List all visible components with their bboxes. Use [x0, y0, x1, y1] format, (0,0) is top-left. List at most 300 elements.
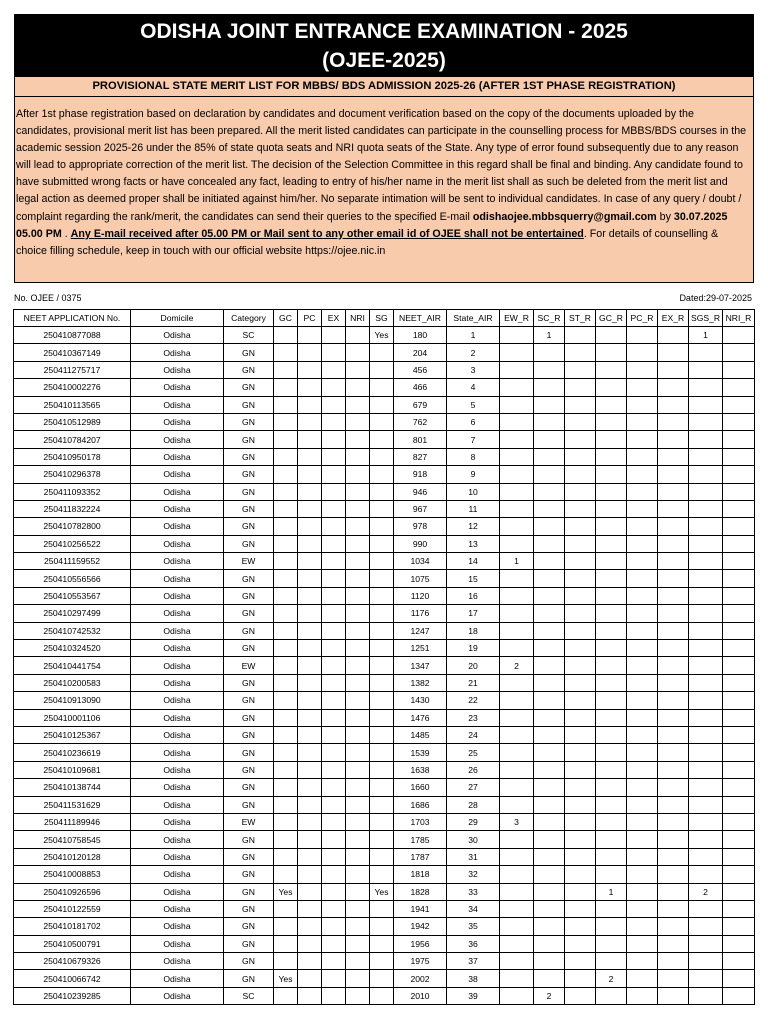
table-cell: [627, 761, 658, 778]
table-cell: Odisha: [131, 953, 224, 970]
table-cell: [370, 413, 394, 430]
table-cell: [500, 848, 534, 865]
table-cell: [565, 396, 596, 413]
table-cell: [565, 535, 596, 552]
table-cell: [723, 987, 755, 1004]
table-cell: [565, 866, 596, 883]
table-cell: [534, 500, 565, 517]
table-cell: 250410239285: [14, 987, 131, 1004]
table-cell: [565, 744, 596, 761]
table-cell: [370, 344, 394, 361]
table-cell: [565, 831, 596, 848]
table-cell: [627, 900, 658, 917]
table-cell: Odisha: [131, 744, 224, 761]
table-cell: [658, 813, 689, 830]
table-cell: [500, 379, 534, 396]
table-cell: [689, 379, 723, 396]
table-cell: [370, 987, 394, 1004]
table-cell: GN: [224, 848, 274, 865]
table-cell: [534, 413, 565, 430]
table-cell: [658, 413, 689, 430]
table-cell: Odisha: [131, 622, 224, 639]
table-cell: [274, 466, 298, 483]
table-cell: [298, 587, 322, 604]
table-cell: [274, 327, 298, 344]
table-cell: [298, 883, 322, 900]
table-cell: GN: [224, 483, 274, 500]
table-cell: 250410512989: [14, 413, 131, 430]
table-cell: 36: [447, 935, 500, 952]
table-cell: [370, 761, 394, 778]
table-cell: [346, 327, 370, 344]
table-cell: [596, 987, 627, 1004]
table-cell: [370, 918, 394, 935]
table-cell: 250411189946: [14, 813, 131, 830]
table-cell: [274, 605, 298, 622]
table-cell: [723, 570, 755, 587]
table-cell: [723, 518, 755, 535]
table-cell: GN: [224, 448, 274, 465]
table-cell: 5: [447, 396, 500, 413]
table-cell: [658, 344, 689, 361]
table-cell: [565, 640, 596, 657]
table-cell: [346, 970, 370, 987]
table-cell: [322, 831, 346, 848]
table-cell: [370, 553, 394, 570]
table-cell: [565, 622, 596, 639]
table-cell: [689, 918, 723, 935]
table-cell: [627, 466, 658, 483]
table-cell: [689, 953, 723, 970]
table-cell: 250410556566: [14, 570, 131, 587]
table-cell: [627, 431, 658, 448]
table-cell: 27: [447, 779, 500, 796]
table-cell: [689, 605, 723, 622]
table-cell: [723, 900, 755, 917]
table-cell: [723, 622, 755, 639]
table-cell: [298, 518, 322, 535]
column-header: SC_R: [534, 310, 565, 327]
table-cell: [346, 761, 370, 778]
table-cell: [370, 709, 394, 726]
table-cell: 466: [394, 379, 447, 396]
table-cell: 250411159552: [14, 553, 131, 570]
table-cell: [322, 448, 346, 465]
table-cell: [565, 361, 596, 378]
column-header: PC_R: [627, 310, 658, 327]
table-cell: [274, 848, 298, 865]
table-cell: SC: [224, 987, 274, 1004]
table-cell: 1: [534, 327, 565, 344]
table-cell: [627, 953, 658, 970]
table-cell: [274, 379, 298, 396]
table-cell: [658, 744, 689, 761]
table-cell: 1975: [394, 953, 447, 970]
table-cell: [346, 466, 370, 483]
table-cell: [627, 344, 658, 361]
table-cell: [298, 970, 322, 987]
table-cell: [322, 327, 346, 344]
table-cell: [274, 361, 298, 378]
table-cell: [534, 970, 565, 987]
table-row: [14, 674, 755, 691]
table-cell: [658, 361, 689, 378]
table-cell: GN: [224, 379, 274, 396]
table-cell: [627, 587, 658, 604]
table-cell: [298, 657, 322, 674]
table-cell: [658, 883, 689, 900]
table-cell: Odisha: [131, 500, 224, 517]
table-cell: [274, 692, 298, 709]
table-cell: [723, 605, 755, 622]
table-cell: [274, 779, 298, 796]
table-cell: [627, 779, 658, 796]
table-cell: [274, 413, 298, 430]
table-cell: [723, 848, 755, 865]
column-header: SGS_R: [689, 310, 723, 327]
table-cell: [346, 726, 370, 743]
table-cell: [596, 953, 627, 970]
table-cell: 1075: [394, 570, 447, 587]
table-cell: [534, 344, 565, 361]
table-cell: [596, 831, 627, 848]
table-cell: [500, 935, 534, 952]
table-cell: [298, 535, 322, 552]
table-row: [14, 640, 755, 657]
table-cell: [274, 987, 298, 1004]
query-email: odishaojee.mbbsquerry@gmail.com: [472, 210, 657, 223]
table-cell: [500, 483, 534, 500]
table-row: [14, 796, 755, 813]
table-cell: [723, 831, 755, 848]
table-cell: [689, 344, 723, 361]
table-cell: [500, 327, 534, 344]
document-date: Dated:29-07-2025: [679, 293, 752, 303]
table-cell: [627, 500, 658, 517]
table-cell: [500, 674, 534, 691]
table-cell: [658, 866, 689, 883]
table-row: [14, 500, 755, 517]
table-cell: [370, 640, 394, 657]
table-cell: [274, 935, 298, 952]
table-cell: [596, 327, 627, 344]
table-cell: 1485: [394, 726, 447, 743]
table-cell: 10: [447, 483, 500, 500]
table-cell: [322, 500, 346, 517]
table-cell: [322, 709, 346, 726]
table-cell: [274, 813, 298, 830]
table-cell: [596, 587, 627, 604]
table-cell: [658, 900, 689, 917]
table-cell: [689, 535, 723, 552]
table-cell: [723, 466, 755, 483]
table-cell: [658, 431, 689, 448]
table-cell: Odisha: [131, 883, 224, 900]
table-row: [14, 744, 755, 761]
table-cell: Odisha: [131, 535, 224, 552]
table-cell: [298, 779, 322, 796]
table-cell: [346, 813, 370, 830]
table-cell: 3: [500, 813, 534, 830]
notice-text-2: by: [656, 210, 674, 223]
table-cell: [565, 431, 596, 448]
column-header: NRI_R: [723, 310, 755, 327]
table-cell: [370, 970, 394, 987]
table-cell: [534, 483, 565, 500]
table-cell: [627, 796, 658, 813]
table-cell: [298, 796, 322, 813]
table-cell: Odisha: [131, 327, 224, 344]
table-cell: 28: [447, 796, 500, 813]
table-cell: [500, 883, 534, 900]
table-cell: Yes: [370, 327, 394, 344]
table-cell: [298, 379, 322, 396]
table-cell: 23: [447, 709, 500, 726]
table-cell: [298, 848, 322, 865]
table-cell: Odisha: [131, 466, 224, 483]
table-cell: [534, 709, 565, 726]
table-cell: 4: [447, 379, 500, 396]
table-cell: [534, 918, 565, 935]
table-cell: [322, 657, 346, 674]
table-cell: 978: [394, 518, 447, 535]
table-cell: [298, 744, 322, 761]
table-cell: [500, 518, 534, 535]
table-cell: [346, 692, 370, 709]
table-cell: [723, 396, 755, 413]
table-cell: [596, 622, 627, 639]
table-cell: [596, 535, 627, 552]
table-cell: [322, 413, 346, 430]
table-cell: 456: [394, 361, 447, 378]
table-header-row: [14, 310, 755, 327]
table-cell: [565, 605, 596, 622]
table-cell: Odisha: [131, 866, 224, 883]
table-cell: GN: [224, 935, 274, 952]
table-cell: [658, 796, 689, 813]
table-cell: 1818: [394, 866, 447, 883]
table-cell: [370, 848, 394, 865]
table-cell: 250410758545: [14, 831, 131, 848]
table-cell: [500, 640, 534, 657]
table-cell: [565, 448, 596, 465]
table-row: [14, 483, 755, 500]
merit-list-table: [13, 309, 755, 1005]
column-header: NEET APPLICATION No.: [14, 310, 131, 327]
table-cell: [322, 518, 346, 535]
table-cell: [370, 396, 394, 413]
table-cell: 35: [447, 918, 500, 935]
table-cell: Odisha: [131, 553, 224, 570]
table-cell: [596, 692, 627, 709]
table-cell: [346, 796, 370, 813]
table-cell: [298, 761, 322, 778]
table-cell: [500, 361, 534, 378]
table-cell: [658, 935, 689, 952]
table-cell: [534, 761, 565, 778]
table-cell: [689, 483, 723, 500]
table-cell: Odisha: [131, 396, 224, 413]
table-row: [14, 361, 755, 378]
table-cell: 2002: [394, 970, 447, 987]
table-cell: [565, 483, 596, 500]
table-row: [14, 831, 755, 848]
table-cell: 9: [447, 466, 500, 483]
table-cell: 1034: [394, 553, 447, 570]
table-cell: [534, 935, 565, 952]
table-cell: 827: [394, 448, 447, 465]
column-header: NEET_AIR: [394, 310, 447, 327]
table-cell: [534, 848, 565, 865]
table-cell: [346, 657, 370, 674]
table-cell: [370, 361, 394, 378]
table-cell: [534, 448, 565, 465]
table-cell: Odisha: [131, 570, 224, 587]
table-cell: [565, 761, 596, 778]
table-cell: [500, 396, 534, 413]
table-cell: [596, 413, 627, 430]
table-cell: Odisha: [131, 657, 224, 674]
table-row: [14, 900, 755, 917]
table-cell: 250410296378: [14, 466, 131, 483]
table-row: [14, 466, 755, 483]
table-cell: [627, 605, 658, 622]
table-cell: 1703: [394, 813, 447, 830]
table-cell: 1539: [394, 744, 447, 761]
table-cell: 24: [447, 726, 500, 743]
table-cell: [658, 726, 689, 743]
table-cell: [346, 866, 370, 883]
table-cell: [322, 866, 346, 883]
table-cell: [627, 657, 658, 674]
table-cell: [346, 848, 370, 865]
table-cell: Odisha: [131, 987, 224, 1004]
table-cell: [534, 605, 565, 622]
table-cell: [346, 361, 370, 378]
table-cell: [322, 640, 346, 657]
table-cell: [627, 709, 658, 726]
table-cell: [274, 570, 298, 587]
table-cell: [658, 535, 689, 552]
table-cell: [322, 761, 346, 778]
table-cell: [322, 970, 346, 987]
table-cell: [534, 587, 565, 604]
table-row: [14, 448, 755, 465]
table-cell: [274, 674, 298, 691]
table-cell: [274, 744, 298, 761]
table-cell: [565, 813, 596, 830]
table-cell: [346, 518, 370, 535]
table-cell: 1787: [394, 848, 447, 865]
table-cell: [627, 813, 658, 830]
table-cell: Odisha: [131, 970, 224, 987]
table-row: [14, 622, 755, 639]
table-cell: [627, 970, 658, 987]
table-cell: [346, 396, 370, 413]
table-cell: [274, 657, 298, 674]
table-cell: [298, 605, 322, 622]
table-cell: [689, 935, 723, 952]
table-cell: [627, 379, 658, 396]
table-row: [14, 344, 755, 361]
table-cell: 250410002276: [14, 379, 131, 396]
table-cell: [500, 344, 534, 361]
table-cell: GN: [224, 535, 274, 552]
reference-number: No. OJEE / 0375: [14, 293, 82, 303]
table-cell: [565, 553, 596, 570]
table-cell: 801: [394, 431, 447, 448]
table-cell: [298, 622, 322, 639]
table-cell: [370, 935, 394, 952]
table-cell: [689, 848, 723, 865]
table-cell: [500, 953, 534, 970]
table-cell: [658, 500, 689, 517]
table-row: [14, 327, 755, 344]
table-cell: [322, 918, 346, 935]
table-cell: [658, 709, 689, 726]
table-row: [14, 535, 755, 552]
table-row: [14, 709, 755, 726]
table-cell: [346, 935, 370, 952]
table-cell: [689, 813, 723, 830]
table-cell: 204: [394, 344, 447, 361]
table-cell: [500, 500, 534, 517]
table-cell: [627, 935, 658, 952]
table-cell: [346, 587, 370, 604]
table-cell: [565, 953, 596, 970]
table-cell: GN: [224, 692, 274, 709]
table-cell: [596, 935, 627, 952]
table-cell: 679: [394, 396, 447, 413]
table-cell: [322, 553, 346, 570]
table-cell: [534, 866, 565, 883]
table-cell: [596, 726, 627, 743]
table-cell: [658, 848, 689, 865]
table-cell: [658, 970, 689, 987]
table-cell: GN: [224, 500, 274, 517]
table-cell: [298, 918, 322, 935]
table-cell: 2: [500, 657, 534, 674]
table-cell: 250410109681: [14, 761, 131, 778]
table-cell: [298, 327, 322, 344]
table-row: [14, 553, 755, 570]
table-cell: [689, 396, 723, 413]
table-cell: 2010: [394, 987, 447, 1004]
table-cell: [723, 500, 755, 517]
table-cell: [370, 483, 394, 500]
table-cell: [627, 726, 658, 743]
table-cell: [370, 466, 394, 483]
table-cell: [298, 866, 322, 883]
table-cell: Odisha: [131, 448, 224, 465]
table-cell: [370, 831, 394, 848]
table-cell: [346, 709, 370, 726]
table-cell: [322, 848, 346, 865]
table-cell: 2: [596, 970, 627, 987]
table-cell: [298, 553, 322, 570]
table-cell: [689, 518, 723, 535]
table-cell: [565, 848, 596, 865]
table-cell: 1: [447, 327, 500, 344]
table-cell: [596, 570, 627, 587]
table-cell: [534, 953, 565, 970]
table-cell: 250411093352: [14, 483, 131, 500]
table-cell: [298, 413, 322, 430]
table-cell: 11: [447, 500, 500, 517]
table-cell: 6: [447, 413, 500, 430]
table-cell: [723, 813, 755, 830]
table-cell: [534, 813, 565, 830]
